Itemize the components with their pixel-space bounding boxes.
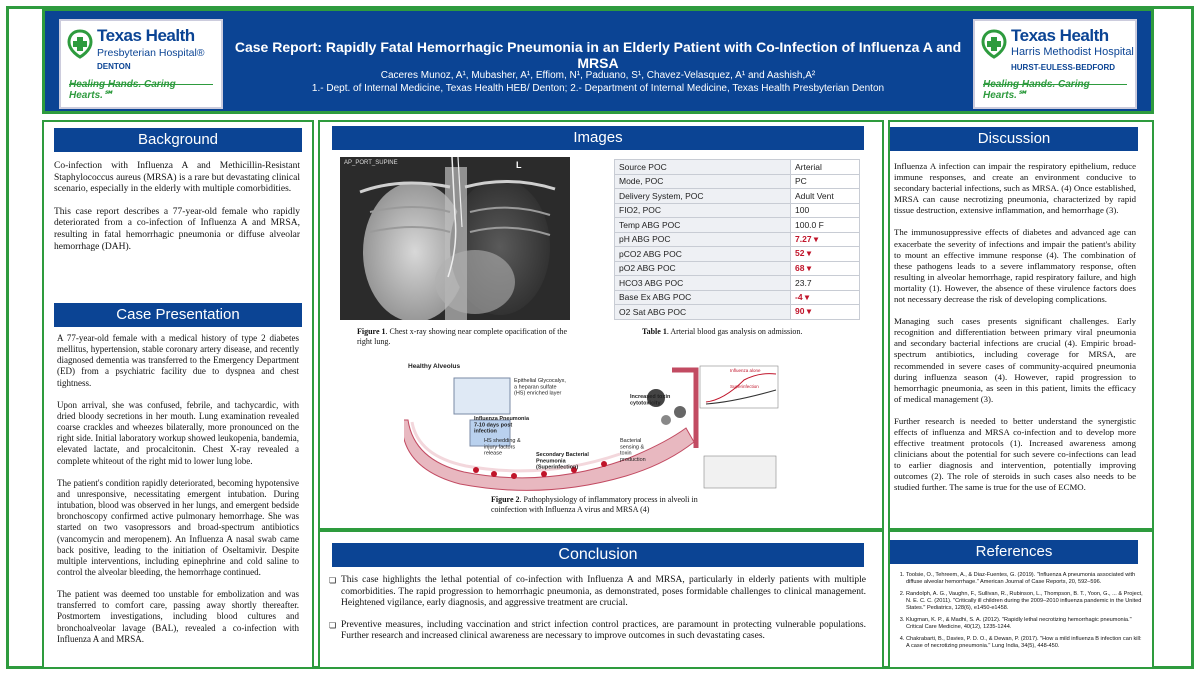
abg-value [791, 232, 860, 247]
logo-name: Texas Health [1011, 26, 1109, 45]
logo-tagline: Healing Hands. Caring Hearts.℠ [983, 79, 1090, 101]
logo-tagline: Healing Hands. Caring Hearts.℠ [69, 79, 176, 101]
abg-value-text: PC [795, 176, 807, 187]
conclusion-bullet: ❏ Preventive measures, including vaccination and strict infection control practices, are paramount in protecting vulnerable populations. Further research and increased clinical awareness are necessary to improve outcomes in such devastating cases. [329, 620, 866, 643]
diagram-label-healthy: Healthy Alveolus [408, 363, 461, 370]
conclusion-bullet: ❏ This case highlights the lethal potential of co-infection with Influenza A and MRSA, particularly in elderly patients with multiple comorbidities. The rapid progression to hemorrhagic pneumonia, as demonstrated, poses formidable challenges to clinical management. Heightened vigilance, early diagnosis, and aggressive treatment are crucial. [329, 575, 866, 610]
abg-value [791, 247, 860, 262]
abg-key: Source POC [615, 160, 791, 175]
discussion-paragraph: Influenza A infection can impair the respiratory epithelium, reduce immune responses, and create an environment conducive to secondary bacterial infections, such as MRSA. (4) Once established, MRSA can cause necrotizing pneumonia, characterized by rapid tissue destruction, extensive inflammation, and hemorrhage (3). [894, 161, 1136, 216]
abg-value-text: 23.7 [795, 277, 812, 288]
abg-value-text: 90 [795, 306, 805, 317]
abg-value-text: Adult Vent [795, 190, 834, 201]
conclusion-heading: Conclusion [332, 543, 864, 567]
poster-header [42, 8, 1154, 114]
figure-1-caption: Figure 1. Chest x-ray showing near complete opacification of the right lung. [357, 327, 568, 346]
abg-value [791, 276, 860, 291]
chest-xray-image [340, 157, 570, 320]
logo-subtitle: Presbyterian Hospital® [97, 47, 205, 59]
case-paragraph: The patient was deemed too unstable for embolization and was transferred to comfort care, passing away shortly thereafter. Postmortem investigations, including blood cultures and bronchoalveolar lavage (BAL), revealed a co-infection with Influenza A and MRSA. [57, 589, 299, 644]
discussion-paragraph: Managing such cases presents significant challenges. Early recognition and differentiation between primary viral pneumonia and secondary bacterial infections are crucial (4). Empiric broad-spectrum antibiotics, including coverage for MRSA, are recommended in severe cases of community-acquired pneumonia during influenza season (4). However, rapid progression to hemorrhagic pneumonia, as seen in this patient, limits the efficacy of medical management (3). [894, 316, 1136, 404]
abg-row [615, 276, 860, 291]
conclusion-list [329, 575, 866, 653]
logo-city: HURST-EULESS-BEDFORD [1011, 63, 1116, 72]
abg-value [791, 218, 860, 233]
diagram-label-glycocalyx: Epithelial Glycocalyx, a heparan sulfate (HS) enriched layer [514, 378, 566, 397]
logo-city: DENTON [97, 62, 131, 71]
abg-row [615, 261, 860, 276]
abg-row [615, 160, 860, 175]
abg-key: Mode, POC [615, 174, 791, 189]
abnormal-flag-icon: ▾ [804, 248, 812, 259]
xray-side-marker: L [516, 160, 522, 170]
discussion-section [894, 161, 1136, 505]
abg-value-text: 100 [795, 205, 810, 216]
references-heading: References [890, 540, 1138, 564]
texas-health-harris-logo [973, 19, 1137, 109]
abg-row [615, 247, 860, 262]
case-presentation-heading: Case Presentation [54, 303, 302, 327]
abg-value-text: 68 [795, 262, 805, 273]
author-affiliations: 1.- Dept. of Internal Medicine, Texas Health HEB/ Denton; 2.- Department of Internal Medicine, Texas Health Presbyterian Denton [311, 83, 885, 94]
abg-value [791, 189, 860, 204]
abg-key: HCO3 ABG POC [615, 276, 791, 291]
poster-title: Case Report: Rapidly Fatal Hemorrhagic Pneumonia in an Elderly Patient with Co-Infection of Influenza A and MRSA [234, 39, 962, 71]
abg-table [614, 159, 860, 320]
reference-item: 3. Klugman, K. P., & Madhi, S. A. (2012). "Rapidly lethal necrotizing hemorrhagic pneumonia." Critical Care Medicine, 40(12), 1235-1244. [906, 617, 1146, 631]
xray-view-label: AP_PORT_SUPINE [344, 160, 398, 166]
pathophysiology-diagram [404, 360, 784, 492]
logo-subtitle: Harris Methodist Hospital [1011, 46, 1134, 58]
discussion-paragraph: Further research is needed to better understand the synergistic effects of influenza and MRSA co-infection and to develop more effective treatment protocols (1). Increased awareness among clinicians about the potential for such severe co-infections can lead to earlier diagnosis and intervention, potentially improving outcomes (2). The role of steroids in such cases also needs to be studied further. The same is true for the use of ECMO. [894, 415, 1136, 493]
abg-key: pO2 ABG POC [615, 261, 791, 276]
abg-key: FIO2, POC [615, 203, 791, 218]
abg-value-text: 7.27 [795, 233, 812, 244]
abg-row [615, 174, 860, 189]
diagram-label-sensing: Bacterial sensing & toxin production [620, 438, 646, 463]
discussion-heading: Discussion [890, 127, 1138, 151]
texas-health-emblem-icon [981, 29, 1007, 59]
abnormal-flag-icon: ▾ [804, 262, 812, 273]
case-presentation-section [57, 333, 299, 656]
diagram-label-superinfection: Superinfection [730, 384, 759, 389]
diagram-label-influenza-alone: Influenza alone [730, 368, 761, 373]
abg-value-text: -4 [795, 291, 803, 302]
abg-row [615, 218, 860, 233]
abg-value-text: Arterial [795, 161, 822, 172]
abg-key: Delivery System, POC [615, 189, 791, 204]
abg-value-text: 100.0 F [795, 219, 824, 230]
background-paragraph: This case report describes a 77-year-old female who rapidly deteriorated from a co-infection of Influenza A and MRSA, resulting in fatal hemorrhagic pneumonia or diffuse alveolar hemorrhage (DAH). [54, 206, 300, 252]
table-1-caption: Table 1. Arterial blood gas analysis on admission. [642, 327, 803, 336]
reference-item: 2. Randolph, A. G., Vaughn, F., Sullivan, R., Rubinson, L., Thompson, B. T., Yoon, G., ... & Project, N. E. C. C. (2011). "Critically ill children during the 2009–2010 influenza pandemic in the United States." Pediatrics, 128(6), e1450-e1458. [906, 591, 1146, 612]
abg-key: pH ABG POC [615, 232, 791, 247]
case-paragraph: The patient's condition rapidly deteriorated, becoming hypotensive and unresponsive, necessitating emergent intubation. During intubation, blood was observed in her lungs, and emergent bedside bronchoscopy confirmed active pulmonary hemorrhage. She was started on two vasopressors and broad-spectrum antibiotics (vancomycin and meropenem). An Influenza A nasal swab came back positive, leading to the initiation of Oseltamivir. Despite multiple interventions, including epinephrine and cold saline to control the alveolar bleeding, the hemorrhage continued. [57, 477, 299, 577]
abg-value [791, 174, 860, 189]
abg-value [791, 160, 860, 175]
abg-row [615, 203, 860, 218]
abg-value [791, 203, 860, 218]
diagram-label-influenza: Influenza Pneumonia 7-10 days post infection [474, 416, 530, 435]
abg-value [791, 261, 860, 276]
abg-value-text: 52 [795, 248, 805, 259]
reference-item: 4. Chakrabarti, B., Davies, P. D. O., & Dewan, P. (2017). "How a mild influenza B infection can kill: A case of necrotizing pneumonia." Lung India, 34(5), 448-450. [906, 636, 1146, 650]
abg-key: pCO2 ABG POC [615, 247, 791, 262]
abg-key: Base Ex ABG POC [615, 290, 791, 305]
abg-row [615, 232, 860, 247]
abnormal-flag-icon: ▾ [802, 291, 810, 302]
case-paragraph: A 77-year-old female with a medical history of type 2 diabetes mellitus, hypertension, stable coronary artery disease, and recently diagnosed dementia was transferred to the Emergency Department (ED) from a psychiatric facility due to dyspnea and chest tightness. [57, 333, 299, 388]
author-list: Caceres Munoz, A¹, Mubasher, A¹, Effiom, N¹, Paduano, S¹, Chavez-Velasquez, A¹ and Aashish,A² [380, 70, 816, 81]
diagram-label-secondary: Secondary Bacterial Pneumonia (Superinfection) [536, 452, 589, 471]
diagram-label-toxin: Increased toxin cytotoxicity [630, 394, 671, 407]
reference-item: 1. Toolsie, O., Tehreem, A., & Diaz-Fuentes, G. (2019). "Influenza A pneumonia associated with diffuse alveolar hemorrhage." American Journal of Case Reports, 20, 592–596. [906, 572, 1146, 586]
figure-2-caption: Figure 2. Pathophysiology of inflammatory process in alveoli in coinfection with Influenza A virus and MRSA (4) [491, 495, 698, 514]
background-paragraph: Co-infection with Influenza A and Methicillin-Resistant Staphylococcus aureus (MRSA) is a rare but devastating clinical scenario, especially in the elderly with multiple comorbidities. [54, 161, 300, 195]
case-paragraph: Upon arrival, she was confused, febrile, and tachycardic, with dried bloody secretions in her mouth. Lung examination revealed coarse crackles and wheezes bilaterally, more pronounced on the right side. Initial laboratory workup showed leukopenia, bandemia, elevated lactate, and procalcitonin. Chest X-ray revealed a complete whiteout of the right mid to lower lung lobe. [57, 399, 299, 466]
background-heading: Background [54, 128, 302, 152]
abnormal-flag-icon: ▾ [804, 306, 812, 317]
abg-value [791, 305, 860, 320]
abg-key: O2 Sat ABG POC [615, 305, 791, 320]
logo-name: Texas Health [97, 26, 195, 45]
abg-row [615, 290, 860, 305]
images-heading: Images [332, 126, 864, 150]
texas-health-presbyterian-logo [59, 19, 223, 109]
diagram-label-shedding: HS shedding & injury factors release [484, 438, 521, 457]
abnormal-flag-icon: ▾ [811, 233, 819, 244]
poster-authors [230, 69, 966, 95]
abg-key: Temp ABG POC [615, 218, 791, 233]
texas-health-emblem-icon [67, 29, 93, 59]
background-section [54, 161, 300, 264]
discussion-paragraph: The immunosuppressive effects of diabetes and advanced age can exacerbate the severity of infections and impair the patient's ability to mount an effective immune response (4). The combination of these pathogens leads to a severe inflammatory response, often resulting in alveolar hemorrhage, rapid respiratory failure, and high mortality (1). However, the absence of these virulence factors does not necessary decrease the risk of developing complications. [894, 227, 1136, 305]
abg-row [615, 305, 860, 320]
abg-row [615, 189, 860, 204]
references-list [894, 572, 1146, 655]
abg-value [791, 290, 860, 305]
